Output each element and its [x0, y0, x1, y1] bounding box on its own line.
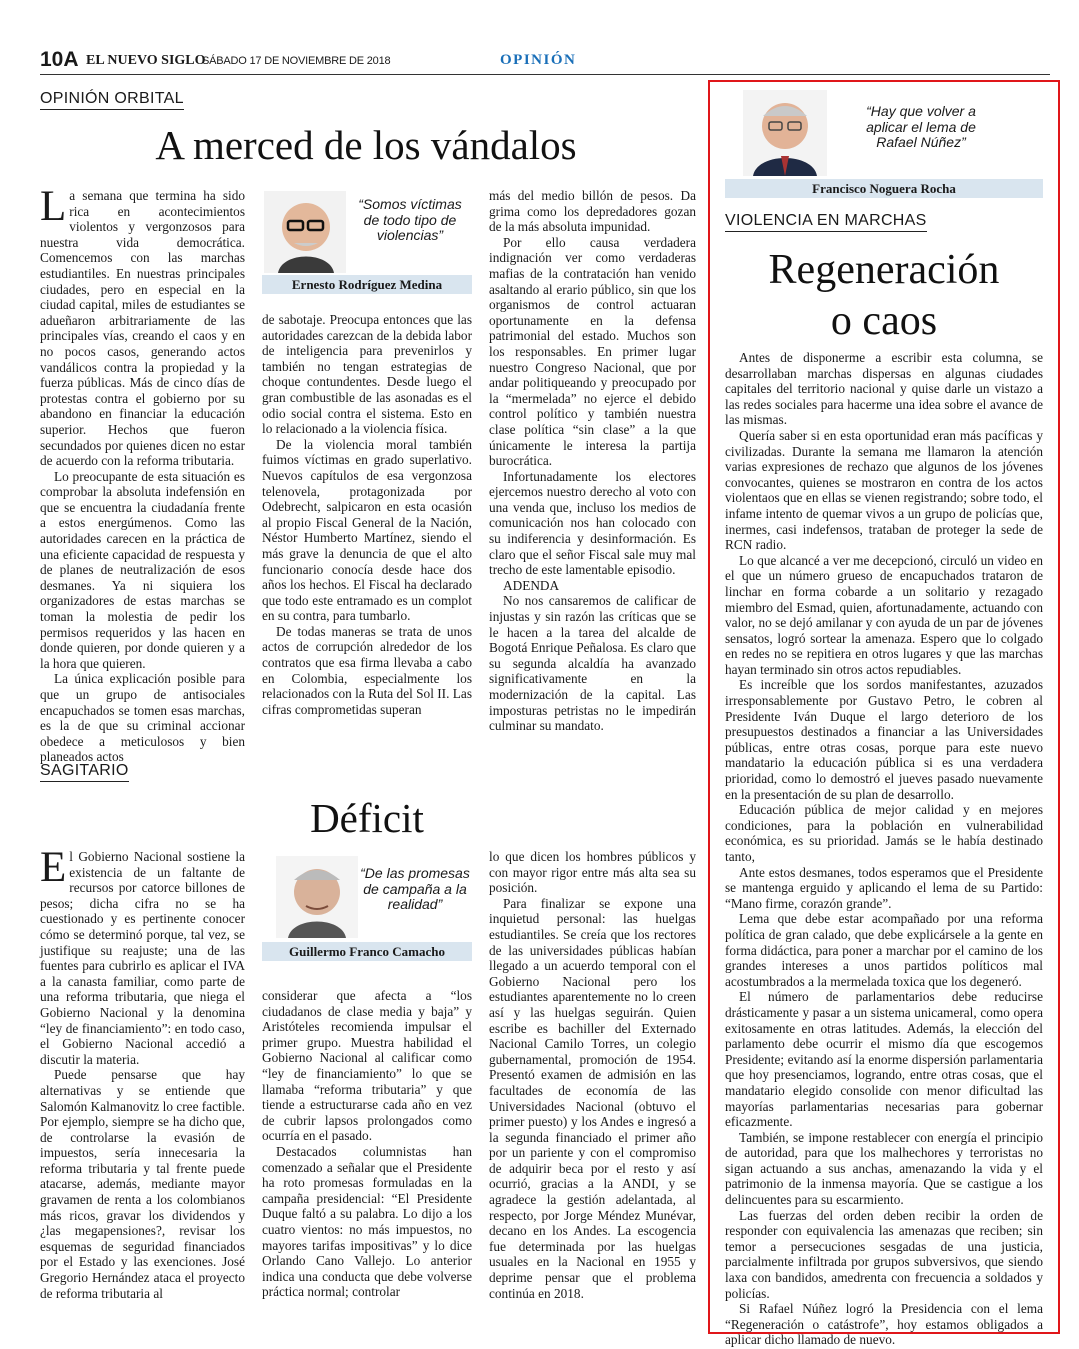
article1-drop-cap: L — [40, 183, 67, 230]
article2-col3: lo que dicen los hombres públicos y con mayor rigor entre más alta sea su posición. Para finalizar se expone una inquietud personal: las huelgas estudiantiles. Se creía que los rectores de las universidades públicas habían llegado a un acuerdo temporal con el Gobierno Nacional pero los estudiantes aparentemente no lo creen así y las huelgas seguirán. Quien escribe es bachiller del Externado Nacional Camilo Torres, un colegio gubernamental, promoción de 1954. Presentó examen de admisión en las facultades de economía de las Universidades Nacional (obtuvo el primer puesto) y los Andes e ingresó a la segunda financiado el primer año por un pariente y con el compromiso de adquirir beca por el resto y así ocurrió, gracias a la ANDI, y se agradece la gestión adelantada, al respecto, por Jorge Méndez Munévar, decano en los Andes. La escogencia fue determinada por las huelgas usuales en la Nacional en 1955 y deprime pensar que el problema continúa en 2018. — [489, 849, 696, 1301]
article3-author-box — [725, 90, 1043, 200]
article3-body: Antes de disponerme a escribir esta columna, se desarrollaban marchas dispersas en algunas ciudades capitales del territorio nacional y quise darle un vistazo a las redes sociales para hacerme una idea sobre el avance de las mismas. Quería saber si en esta oportunidad eran más pacíficas y civilizadas. Durante la semana me llamaron la atención varias expresiones de rechazo que algunos de los jóvenes convocantes, quienes se mostraron en contra de los actos violentaos que en ellas se vienen registrando; sobre todo, el infame intento de quemar vivos a un grupo de policías que, inermes, casi indefensos, trataban de proteger la sede de RCN radio. Lo que alcancé a ver me decepcionó, circuló un video en el que un número grueso de encapuchados trataron de linchar en forma cobarde a un solitario y rezagado miembro del Esmad, quien, afortunadamente, actuando con valor, no se dejó amilanar y con ayuda de un par de jóvenes sensatos, logró sortear la amenaza. Espero que lo colgado en redes no se repitiera en otros lugares y que las marchas hayan terminado sin otros actos repudiables. Es increíble que los sordos manifestantes, azuzados irresponsablemente por Gustavo Petro, le cobren al Presidente Iván Duque el largo deterioro de los presupuestos destinados a financiar a las Universidades públicas, entre otras cosas, porque para este nuevo mandatario la educación pública si es una verdadera prioridad, como lo demostró el jueves pasado nuevamente en la presentación de su plan de desarrollo. Educación pública de mejor calidad y en mejores condiciones, para la población en vulnerabilidad económica, es su prioridad. Jamás se le había destinado tanto, Ante estos desmanes, todos esperamos que el Presidente se mantenga erguido y aplicando el lema de su Partido: “Mano firme, corazón grande”. Lema que debe estar acompañado por una reforma política de gran calado, que debe explicársele a la gente en forma didáctica, para poner a marchar por el camino de los grandes intereses a unos partidos políticos mal acostumbrados a la mermelada toxica que los degeneró. El número de parlamentarios debe reducirse drásticamente y pasar a un sistema unicameral, como opera exitosamente en otras latitudes. Además, la elección del parlamento debe ocurrir el mismo día que escogemos Presidente; evitando así la enorme dispersión parlamentaria que hoy presenciamos, logrando, entre otras cosas, que el mandatario elegido consolide con menor dificultad las mayorías parlamentarias necesarias para gobernar eficazmente. También, se impone restablecer con energía el principio de autoridad, para que los malhechores y terroristas no sigan actuando a sus anchas, amenazando la vida y el patrimonio de la inmensa mayoría. Que se castigue a los delincuentes para su escarmiento. Las fuerzas del orden deben recibir la orden de responder con equivalencia las amenazas que reciben; sin temor a persecuciones sesgadas de una justicia, parcialmente infiltrada por grupos subversivos, que siendo laxa con bandidos, amedrenta con frecuencia a soldados y policías. Si Rafael Núñez logró la Presidencia con el lema “Regeneración o catástrofe”, hoy estamos obligados a aplicar dicho llamado de nuevo. — [725, 350, 1043, 1348]
article1-author-name: Ernesto Rodríguez Medina — [262, 275, 472, 294]
article1-col2: de sabotaje. Preocupa entonces que las autoridades carezcan de la debida labor de inteligencia para prevenirlos y también no tengan estrategias de choque contundentes. Desde luego el gran combustible de las asonadas es el odio social contra el sistema. Esto en lo relacionado a la violencia física. De la violencia moral también fuimos víctimas en grado superlativo. Nuevos capítulos de esa vergonzosa telenovela, protagonizada por Odebrecht, salpicaron en esta ocasión al propio Fiscal General de la Nación, Néstor Humberto Martínez, siendo el más grave la denuncia de que el alto funcionario conocía desde hace dos años los hechos. El Fiscal ha declarado que todo este entramado es un complot en su contra, para tumbarlo. De todas maneras se trata de unos actos de corrupción alrededor de los contratos que esa firma llevaba a cabo en Colombia, especialmente los relacionados con la Ruta del Sol II. Las cifras comprometidas superan — [262, 312, 472, 717]
author-photo-icon — [264, 191, 346, 273]
article3-title: Regeneración o caos — [768, 247, 1000, 344]
article1-quote: “Somos víctimas de todo tipo de violencias” — [358, 196, 462, 243]
article2-col1: El Gobierno Nacional sostiene la existencia de un faltante de recursos por catorce billones de pesos; dicha cifra no se ha cuestionado y es pertinente conocer cómo se determinó porque, tal vez, se justifique su reajuste; una de las fuentes para cubrirlo es aplicar el IVA a la canasta familiar, como parte de una reforma tributaria, que niega el Gobierno Nacional y la denomina “ley de financiamiento”: en todo caso, el Gobierno Nacional accedió a discutir la materia. Puede pensarse que hay alternativas y se entiende que Salomón Kalmanovitz lo cree factible. Por ejemplo, siempre se ha dicho que, de controlarse la evasión de impuestos, sería innecesaria la reforma tributaria y tal frente puede atacarse, además, mediante mayor gravamen de renta a los colombianos más ricos, gravar los dividendos y ¿las megapensiones?, revisar los esquemas de seguridad financiados por el Estado y las exenciones. José Gregorio Hernández ataca el proyecto de reforma tributaria al — [40, 844, 245, 1301]
page-number: 10A — [40, 48, 79, 71]
article1-title: A merced de los vándalos — [155, 122, 577, 168]
issue-date: SÁBADO 17 DE NOVIEMBRE DE 2018 — [202, 55, 391, 67]
page-header — [40, 46, 1050, 75]
article2-drop-cap: E — [40, 844, 67, 891]
author-photo-icon — [743, 90, 827, 176]
author-photo-icon — [276, 856, 358, 938]
article2-kicker: SAGITARIO — [40, 762, 129, 782]
article3-kicker: VIOLENCIA EN MARCHAS — [725, 212, 927, 232]
article3-quote: “Hay que volver a aplicar el lema de Rafael Núñez” — [866, 103, 976, 150]
section-name: OPINIÓN — [500, 52, 577, 68]
article1-kicker: OPINIÓN ORBITAL — [40, 90, 184, 110]
article2-quote: “De las promesas de campaña a la realidad” — [360, 865, 470, 912]
article2-title: Déficit — [310, 795, 424, 841]
article1-author-box — [262, 187, 472, 297]
article2-author-name: Guillermo Franco Camacho — [262, 942, 472, 961]
article2-author-box — [262, 854, 472, 964]
article3-author-name: Francisco Noguera Rocha — [725, 179, 1043, 198]
adenda-label: ADENDA — [503, 577, 560, 593]
newspaper-name: EL NUEVO SIGLO — [86, 53, 206, 68]
article1-col3: más del medio billón de pesos. Da grima como los depredadores gozan de la más absoluta impunidad. Por ello causa verdadera indignación ver como verdaderas mafias de la contratación han venido asaltando al erario público, sin que los organismos de control actuaran oportunamente en la defensa patrimonial del estado. Muchos son los responsables. En primer lugar nuestro Congreso Nacional, que por andar politiqueando y preocupado por la “mermelada” no ejerce el debido control político y también nuestra clase política “sin clase” a la que únicamente le interesa la partija burocrática. Infortunadamente los electores ejercemos nuestro derecho al voto con una venda que, incluso los medios de comunicación nos han colocado con su indiferencia y desinformación. Es claro que el señor Fiscal sale muy mal trecho de este lamentable episodio. ADENDA No nos cansaremos de calificar de injustas y sin razón las críticas que se le hacen a la tarea del alcalde de Bogotá Enrique Peñalosa. Es claro que su segunda alcaldía ha avanzado significativamente en la modernización de la capital. Las imposturas petristas no le impedirán culminar su mandato. — [489, 188, 696, 734]
article2-col2: considerar que afecta a “los ciudadanos de clase media y baja” y Aristóteles recomienda impulsar el primer grupo. Muestra habilidad el Gobierno Nacional al calificar como “ley de financiamiento” lo que se llamaba “reforma tributaria” y que tiende a estructurarse cada año en vez de cubrir lapsos prolongados como ocurría en el pasado. Destacados columnistas han comenzado a señalar que el Presidente ha roto promesas formuladas en la campaña presidencial: “El Presidente Duque faltó a su palabra. Lo dijo a los cuatro vientos: no más impuestos, no mayores tarifas impositivas” y lo dice Orlando Cano Vallejo. Lo anterior indica una conducta que debe volverse práctica normal; controlar — [262, 988, 472, 1300]
article1-col1: La semana que termina ha sido rica en acontecimientos violentos y vergonzosos para nuestra vida democrática. Comencemos con las marchas estudiantiles. En nuestras principales ciudades, pero en especial en la ciudad capital, miles de estudiantes se adueñaron arbitrariamente de las principales vías, creando el caos y en no pocos casos, generando actos vandálicos contra la propiedad y la fuerza públicas. Más de cinco días de protestas contra el gobierno por su abandono en financiar la educación superior. Hechos que fueron secundados por quienes dicen no estar de acuerdo con la reforma tributaria. Lo preocupante de esta situación es comprobar la absoluta indefensión en que se encuentra la ciudadanía frente a estos energúmenos. Como las autoridades carecen en la práctica de una eficiente capacidad de respuesta y de planes de neutralización de esos desmanes. Ya ni siquiera los organizadores de estas marchas se toman la molestia de pedir los permisos requeridos y las hacen en donde quieren, por donde quieren y a la hora que quieren. La única explicación posible para que un grupo de antisociales encapuchados se tomen esas marchas, es la de que su criminal accionar obedece a meticulosos y bien planeados actos — [40, 183, 245, 765]
